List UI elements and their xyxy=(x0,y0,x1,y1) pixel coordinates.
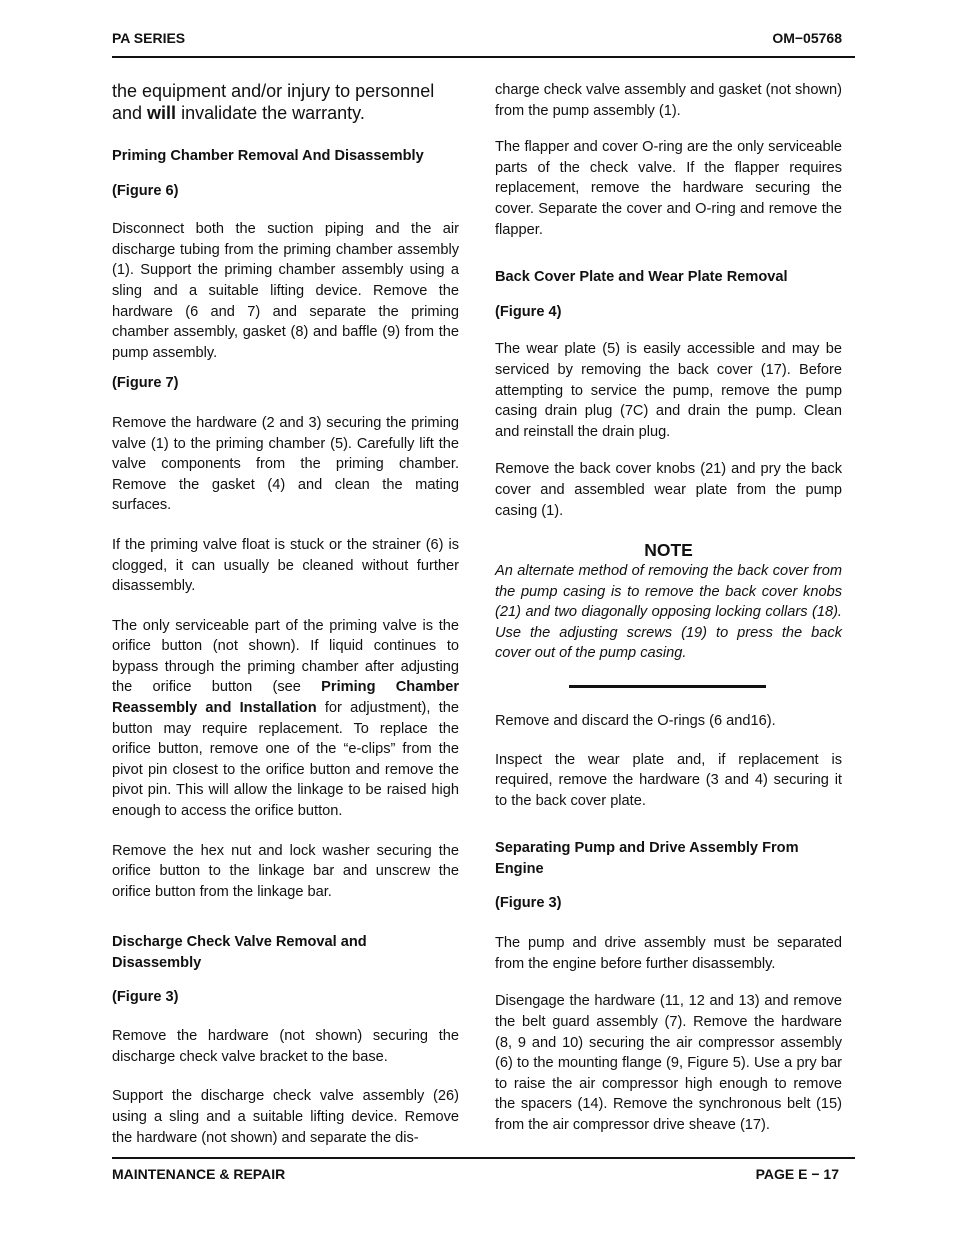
paragraph: The only serviceable part of the priming valve is the orifice button (not shown). If liquid continues to bypass through the priming chamber after adjusting the orifice button (see Priming Chamber Reassembly and Installation for adjustment), the button may require replacement. To replace the orifice button, remove one of the “e-clips” from the pivot pin closest to the orifice button and remove the pivot pin. This will allow the linkage to be raised high enough to access the orifice button. xyxy=(112,617,460,820)
footer-page-number: PAGE E − 17 xyxy=(755,1166,839,1182)
paragraph: Support the discharge check valve assembly (26) using a sling and a suitable lifting device. Remove the hardware (not shown) and separate the dis- xyxy=(112,1088,459,1146)
paragraph: The flapper and cover O-ring are the only serviceable parts of the check valve. If the flapper requires replacement, remove the hardware securing the cover. Separate the cover and O-ring and remove the flapper. xyxy=(495,139,842,238)
figure-ref-4: (Figure 4) xyxy=(495,303,562,320)
paragraph: Remove the back cover knobs (21) and pry the back cover and assembled wear plate from the pump casing (1). xyxy=(495,461,842,519)
paragraph: The wear plate (5) is easily accessible and may be serviced by removing the back cover (17). Before attempting to service the pump, remove the pump casing drain plug (7C) and drain the pump. Clean and reinstall the drain plug. xyxy=(495,341,842,440)
left-column xyxy=(112,80,459,1148)
header-rule xyxy=(112,56,855,58)
paragraph: Remove and discard the O-rings (6 and16). xyxy=(495,713,776,730)
paragraph: Inspect the wear plate and, if replacement is required, remove the hardware (3 and 4) securing it to the back cover plate. xyxy=(495,751,842,809)
paragraph: If the priming valve float is stuck or the strainer (6) is clogged, it can usually be cleaned without further disassembly. xyxy=(112,536,459,595)
paragraph: Remove the hex nut and lock washer securing the orifice button to the linkage bar and unscrew the orifice button from the linkage bar. xyxy=(112,842,459,900)
note-body: An alternate method of removing the back cover from the pump casing is to remove the back cover knobs (21) and two diagonally opposing locking collars (18). Use the adjusting screws (19) to press the back cover out of the pump casing. xyxy=(495,563,842,662)
header-series: PA SERIES xyxy=(112,30,186,46)
figure-ref-6: (Figure 6) xyxy=(112,182,179,199)
heading-back-cover: Back Cover Plate and Wear Plate Removal xyxy=(495,269,788,286)
heading-priming-chamber: Priming Chamber Removal And Disassembly xyxy=(112,148,424,164)
paragraph: Remove the hardware (2 and 3) securing the priming valve (1) to the priming chamber (5). Carefully lift the valve components from the priming chamber. Remove the gasket (4) and clean the mating surfaces. xyxy=(112,414,459,514)
header-doc-number: OM−05768 xyxy=(772,30,842,46)
figure-ref-3: (Figure 3) xyxy=(495,894,562,911)
paragraph: Remove the hardware (not shown) securing the discharge check valve bracket to the base. xyxy=(112,1028,459,1065)
figure-ref-3: (Figure 3) xyxy=(112,988,179,1005)
figure-ref-7: (Figure 7) xyxy=(112,375,179,392)
right-column xyxy=(495,80,842,1136)
paragraph: charge check valve assembly and gasket (not shown) from the pump assembly (1). xyxy=(495,82,842,119)
note-rule xyxy=(569,685,766,688)
paragraph: Disconnect both the suction piping and the air discharge tubing from the priming chamber assembly (1). Support the priming chamber assembly using a sling and a suitable lifting device. Remove the hardware (6 and 7) and separate the priming chamber assembly, gasket (8) and baffle (9) from the pump assembly. xyxy=(112,221,459,361)
footer-section: MAINTENANCE & REPAIR xyxy=(112,1166,286,1182)
heading-separating-pump: Separating Pump and Drive Assembly From Engine xyxy=(495,840,799,878)
footer-rule xyxy=(112,1157,855,1159)
note-title: NOTE xyxy=(644,540,693,561)
paragraph: Disengage the hardware (11, 12 and 13) and remove the belt guard assembly (7). Remove the hardware (8, 9 and 10) securing the air compressor assembly (6) to the mounting flange (9, Figure 5). Use a pry bar to raise the air compressor high enough to remove the spacers (14). Remove the synchronous belt (15) from the air compressor drive sheave (17). xyxy=(495,993,842,1133)
heading-discharge-check-valve: Discharge Check Valve Removal and Disassembly xyxy=(112,934,367,971)
paragraph: The pump and drive assembly must be separated from the engine before further disassembly. xyxy=(495,935,842,972)
intro-text: the equipment and/or injury to personnel and will invalidate the warranty. xyxy=(112,81,435,123)
